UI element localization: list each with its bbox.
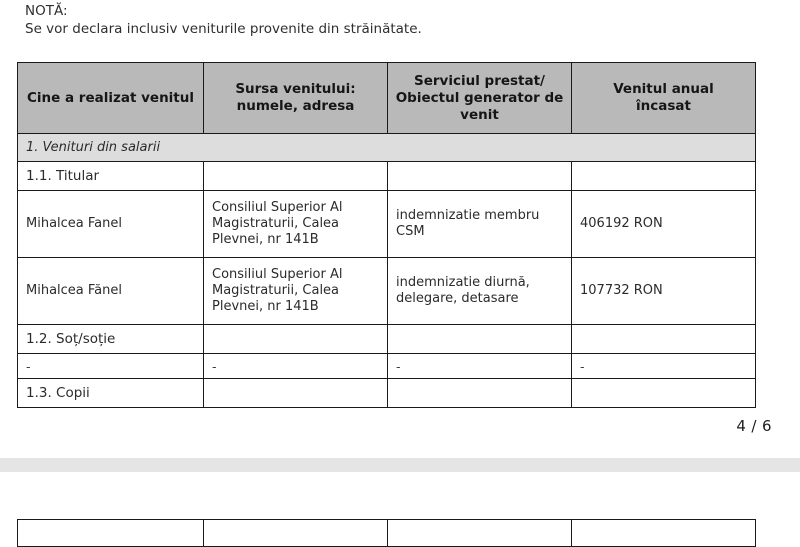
header-line: numele, adresa [236, 98, 355, 114]
column-header-who-earned [18, 63, 204, 134]
next-table-cell [204, 520, 388, 547]
next-table-cell [18, 520, 204, 547]
row-cell-person: Mihalcea Fanel [18, 191, 204, 258]
row-cell-service [388, 162, 572, 191]
row-cell-source [204, 325, 388, 354]
row-label-spouse: 1.2. Soț/soție [18, 325, 204, 354]
next-page-table [17, 519, 756, 547]
document-page-5 [0, 472, 800, 532]
row-cell-amount: 107732 RON [572, 258, 756, 325]
table-section-row [18, 134, 756, 162]
header-line: venit [460, 106, 499, 123]
section-title: 1. Venituri din salarii [18, 134, 756, 162]
note-text: Se vor declara inclusiv veniturile provenite din străinătate. [25, 21, 422, 37]
table-header-row [18, 63, 756, 134]
row-cell-person: - [18, 354, 204, 379]
row-cell-amount [572, 379, 756, 408]
table-row [18, 162, 756, 191]
row-label-titular: 1.1. Titular [18, 162, 204, 191]
row-cell-amount [572, 162, 756, 191]
page-separator [0, 458, 800, 472]
header-line: Obiectul generator de [395, 89, 564, 106]
row-cell-source: - [204, 354, 388, 379]
column-header-service-provided [388, 63, 572, 134]
table-row [18, 325, 756, 354]
page-indicator: 4 / 6 [736, 417, 772, 435]
row-cell-amount: - [572, 354, 756, 379]
header-line: încasat [636, 98, 691, 114]
income-declaration-table [17, 62, 756, 408]
row-cell-source: Consiliul Superior Al Magistraturii, Calea Plevnei, nr 141B [204, 191, 388, 258]
row-cell-service: - [388, 354, 572, 379]
table-row [18, 379, 756, 408]
row-cell-service: indemnizatie diurnă, delegare, detasare [388, 258, 572, 325]
row-cell-service: indemnizatie membru CSM [388, 191, 572, 258]
header-line: Sursa venitului: [235, 81, 356, 97]
column-header-annual-income [572, 63, 756, 134]
table-row [18, 354, 756, 379]
header-line: Venitul anual [613, 81, 714, 97]
table-row [18, 258, 756, 325]
next-table-cell [572, 520, 756, 547]
header-line: Cine a realizat venitul [27, 89, 194, 106]
row-cell-amount: 406192 RON [572, 191, 756, 258]
table-row [18, 191, 756, 258]
row-cell-amount [572, 325, 756, 354]
row-label-children: 1.3. Copii [18, 379, 204, 408]
row-cell-source: Consiliul Superior Al Magistraturii, Calea Plevnei, nr 141B [204, 258, 388, 325]
header-line: Serviciul prestat/ [414, 72, 545, 89]
row-cell-service [388, 325, 572, 354]
note-label: NOTĂ: [25, 3, 68, 19]
next-table-cell [388, 520, 572, 547]
row-cell-source [204, 162, 388, 191]
table-row [18, 520, 756, 547]
column-header-income-source [204, 63, 388, 134]
note-block [25, 2, 745, 38]
row-cell-source [204, 379, 388, 408]
row-cell-service [388, 379, 572, 408]
row-cell-person: Mihalcea Fănel [18, 258, 204, 325]
